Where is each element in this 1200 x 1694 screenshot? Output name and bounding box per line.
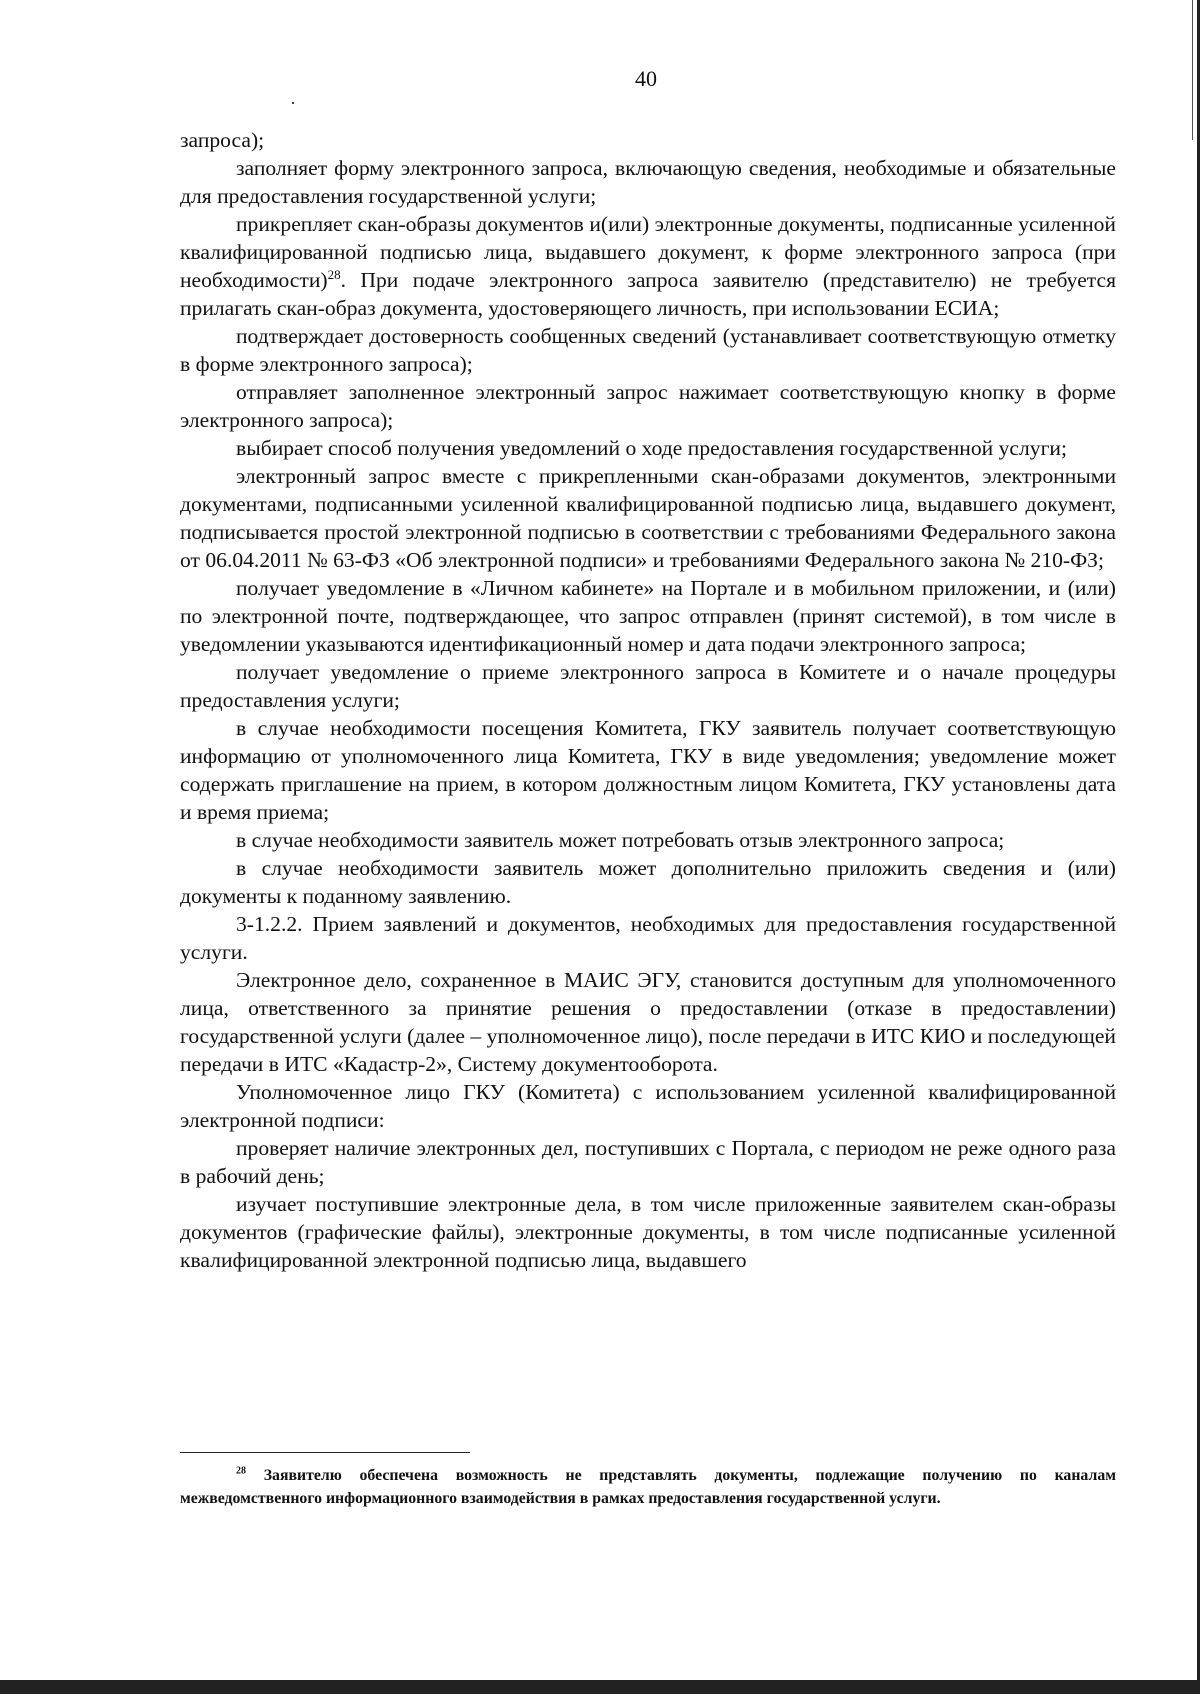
paragraph: [180, 1190, 1116, 1274]
paragraph-text: проверяет наличие электронных дел, поступивших с Портала, с периодом не реже одного раза в рабочий день;: [180, 1136, 1116, 1188]
footnote-mark: 28: [236, 1465, 246, 1477]
page-number: 40: [635, 66, 657, 91]
paragraph: [180, 966, 1116, 1078]
paragraph-text: в случае необходимости посещения Комитета, ГКУ заявитель получает соответствующую информацию от уполномоченного лица Комитета, ГКУ в виде уведомления; уведомление может содержать приглашение на прием, в котором должностным лицом Комитета, ГКУ установлены дата и время приема;: [180, 716, 1116, 824]
paragraph: [180, 434, 1116, 462]
paragraph-text: прикрепляет скан-образы документов и(или) электронные документы, подписанные усиленной квалифицированной подписью лица, выдавшего документ, к форме электронного запроса (при необходимости): [180, 212, 1116, 292]
paragraph: [180, 854, 1116, 910]
paragraph: [180, 574, 1116, 658]
paragraph-text: получает уведомление о приеме электронного запроса в Комитете и о начале процедуры предоставления услуги;: [180, 660, 1116, 712]
scan-speck: [292, 102, 294, 104]
paragraph-text: запроса);: [180, 128, 265, 152]
paragraph-text: Уполномоченное лицо ГКУ (Комитета) с использованием усиленной квалифицированной электронной подписи:: [180, 1080, 1116, 1132]
paragraph-text-tail: . При подаче электронного запроса заявителю (представителю) не требуется прилагать скан-образ документа, удостоверяющего личность, при использовании ЕСИА;: [180, 268, 1116, 320]
paragraph-text: электронный запрос вместе с прикрепленными скан-образами документов, электронными документами, подписанными усиленной квалифицированной подписью лица, выдавшего документ, подписывается простой электронной подписью в соответствии с требованиями Федерального закона от 06.04.2011 № 63-ФЗ «Об электронной подписи» и требованиями Федерального закона № 210-ФЗ;: [180, 464, 1116, 572]
footnote-separator: [180, 1452, 470, 1453]
body-text: [180, 126, 1116, 1274]
paragraph: [180, 1078, 1116, 1134]
paragraph: [180, 1134, 1116, 1190]
section-heading: [180, 910, 1116, 966]
paragraph: [180, 154, 1116, 210]
paragraph: [180, 210, 1116, 322]
paragraph: [180, 378, 1116, 434]
paragraph-text: Электронное дело, сохраненное в МАИС ЭГУ, становится доступным для уполномоченного лица, ответственного за принятие решения о предоставлении (отказе в предоставлении) государственной услуги (далее – уполномоченное лицо), после передачи в ИТС КИО и последующей передачи в ИТС «Кадастр-2», Систему документооборота.: [180, 968, 1116, 1076]
paragraph-text: 3-1.2.2. Прием заявлений и документов, необходимых для предоставления государственной услуги.: [180, 912, 1116, 964]
footnote: [180, 1465, 1116, 1510]
paragraph-text: подтверждает достоверность сообщенных сведений (устанавливает соответствующую отметку в форме электронного запроса);: [180, 324, 1116, 376]
scan-edge-bottom: [0, 1680, 1200, 1694]
paragraph-text: в случае необходимости заявитель может потребовать отзыв электронного запроса;: [236, 828, 1005, 852]
paragraph-text: заполняет форму электронного запроса, включающую сведения, необходимые и обязательные для предоставления государственной услуги;: [180, 156, 1116, 208]
paragraph-text: отправляет заполненное электронный запрос нажимает соответствующую кнопку в форме электронного запроса);: [180, 380, 1116, 432]
paragraph: [180, 658, 1116, 714]
paragraph: [180, 126, 1116, 154]
paragraph-text: получает уведомление в «Личном кабинете» на Портале и в мобильном приложении, и (или) по электронной почте, подтверждающее, что запрос отправлен (принят системой), в том числе в уведомлении указываются идентификационный номер и дата подачи электронного запроса;: [180, 576, 1116, 656]
paragraph: [180, 462, 1116, 574]
footnote-text: Заявителю обеспечена возможность не представлять документы, подлежащие получению по каналам межведомственного информационного взаимодействия в рамках предоставления государственной услуги.: [180, 1467, 1116, 1507]
paragraph-text: изучает поступившие электронные дела, в том числе приложенные заявителем скан-образы документов (графические файлы), электронные документы, в том числе подписанные усиленной квалифицированной электронной подписью лица, выдавшего: [180, 1192, 1116, 1272]
paragraph: [180, 322, 1116, 378]
paragraph-text: выбирает способ получения уведомлений о ходе предоставления государственной услуги;: [236, 436, 1067, 460]
paragraph-text: в случае необходимости заявитель может дополнительно приложить сведения и (или) документы к поданному заявлению.: [180, 856, 1116, 908]
paragraph: [180, 826, 1116, 854]
footnote-reference: 28: [327, 266, 341, 282]
paragraph: [180, 714, 1116, 826]
